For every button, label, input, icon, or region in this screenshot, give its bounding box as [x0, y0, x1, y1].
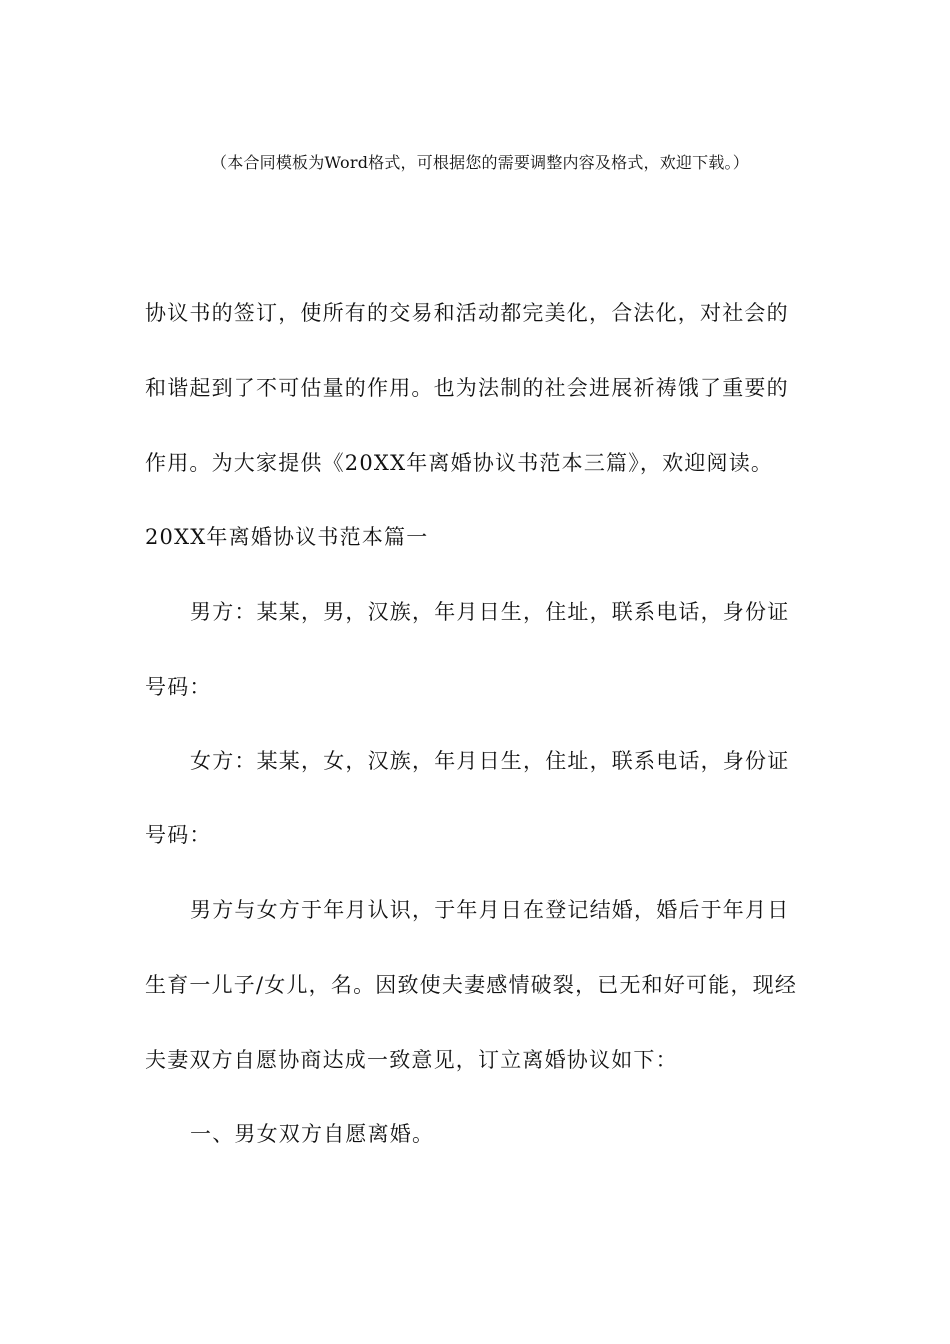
- female-party-line-1: 女方：某某，女，汉族，年月日生，住址，联系电话，身份证: [190, 749, 790, 773]
- intro-line-2: 和谐起到了不可估量的作用。也为法制的社会进展祈祷饿了重要的: [145, 376, 789, 400]
- section-title: 20XX年离婚协议书范本篇一: [145, 525, 429, 549]
- background-line-3: 夫妻双方自愿协商达成一致意见，订立离婚协议如下：: [145, 1048, 678, 1072]
- male-party-line-2: 号码：: [145, 675, 212, 699]
- female-party-line-2: 号码：: [145, 823, 212, 847]
- clause-1: 一、男女双方自愿离婚。: [190, 1122, 435, 1146]
- background-line-1: 男方与女方于年月认识，于年月日在登记结婚，婚后于年月日: [190, 898, 790, 922]
- intro-line-1: 协议书的签订，使所有的交易和活动都完美化，合法化，对社会的: [145, 301, 789, 325]
- intro-line-3: 作用。为大家提供《20XX年离婚协议书范本三篇》，欢迎阅读。: [145, 451, 774, 475]
- template-note: （本合同模板为Word格式，可根据您的需要调整内容及格式，欢迎下载。）: [211, 153, 749, 172]
- background-line-2: 生育一儿子/女儿，名。因致使夫妻感情破裂，已无和好可能，现经: [145, 973, 798, 997]
- male-party-line-1: 男方：某某，男，汉族，年月日生，住址，联系电话，身份证: [190, 600, 790, 624]
